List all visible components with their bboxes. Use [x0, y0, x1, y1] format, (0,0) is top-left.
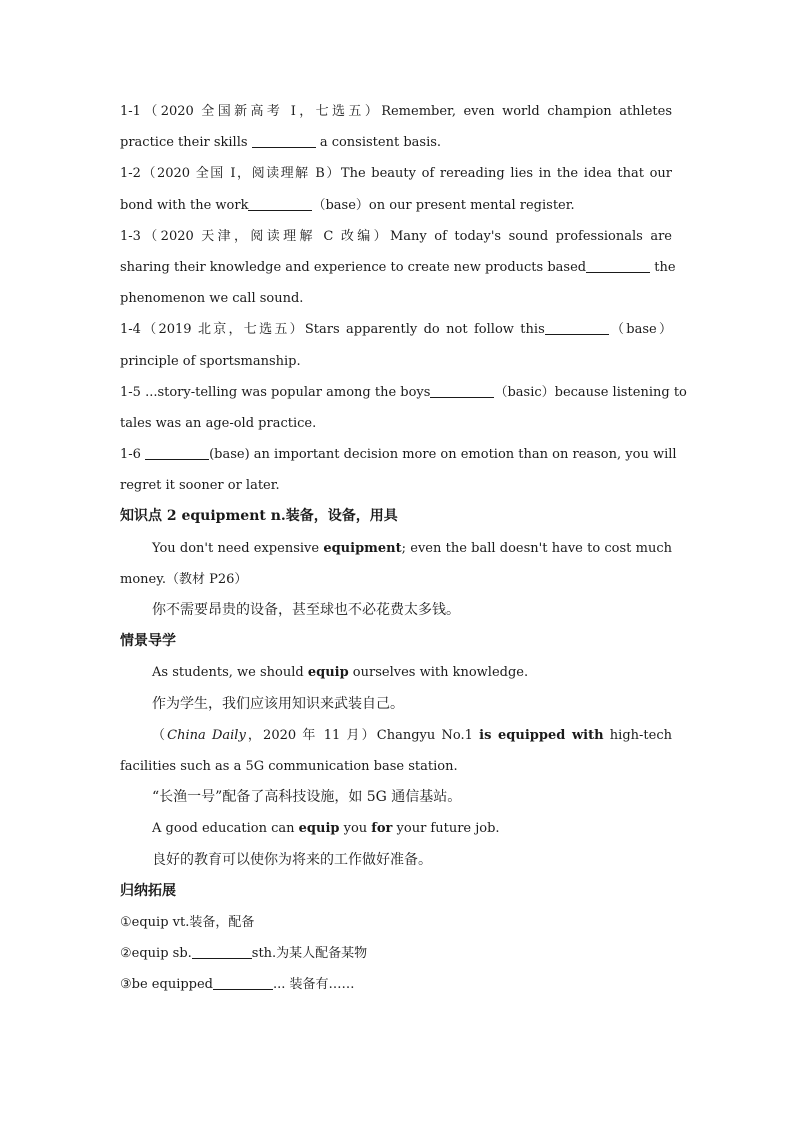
guide-sentence-2-translation: “长渔一号”配备了高科技设施，如 5G 通信基站。: [152, 789, 462, 806]
text-fragment: （base）: [608, 322, 673, 338]
keyword: equip: [298, 821, 340, 837]
answer-blank[interactable]: [145, 444, 209, 460]
exercise-1-1-line-1: 1-1（2020 全国新高考 I，七选五）Remember, even world champion athletes: [120, 104, 672, 119]
guide-sentence-1: [120, 657, 672, 688]
text-fragment: high-tech: [603, 727, 672, 743]
exercise-1-2-line-2: [120, 190, 672, 221]
text-fragment: sharing their knowledge and experience to create new products based: [120, 259, 587, 275]
guide-sentence-2-line-1: [120, 720, 672, 751]
source-name: China Daily: [167, 727, 246, 743]
situational-guide-heading: 情景导学: [120, 633, 176, 650]
text-fragment: As students, we should: [152, 665, 308, 681]
text-fragment: 1-5 ...story-telling was popular among the boys: [120, 384, 431, 400]
text-fragment: the: [650, 259, 676, 275]
exercise-1-3-line-1: 1-3（2020 天津，阅读理解 C 改编）Many of today's sound professionals are: [120, 228, 672, 244]
exercise-1-4-line-2: principle of sportsmanship.: [120, 353, 301, 369]
summary-heading: 归纳拓展: [120, 882, 176, 899]
text-fragment: ... 装备有……: [273, 977, 355, 993]
text-fragment: 1-6: [120, 447, 146, 463]
answer-blank[interactable]: [430, 382, 494, 398]
exercise-1-1-line-2: [120, 127, 672, 158]
page-content: [120, 96, 687, 1000]
text-fragment: ，2020 年 11 月）Changyu No.1: [245, 727, 480, 743]
text-fragment: bond with the work: [120, 197, 249, 213]
text-fragment: ③be equipped: [120, 977, 214, 993]
summary-item-2: [120, 938, 672, 969]
guide-sentence-2-line-2: facilities such as a 5G communication base station.: [120, 758, 458, 774]
exercise-1-2-line-1: 1-2（2020 全国 I，阅读理解 B）The beauty of rereading lies in the idea that our: [120, 166, 672, 182]
textbook-example-line-1: [120, 533, 672, 564]
answer-blank[interactable]: [252, 132, 316, 148]
text-fragment: ourselves with knowledge.: [348, 665, 529, 681]
summary-item-1: ①equip vt.装备，配备: [120, 914, 255, 930]
exercise-1-3-line-2: [120, 252, 676, 283]
text-fragment: （: [152, 727, 168, 743]
summary-item-3: [120, 969, 672, 1000]
guide-sentence-3: [120, 813, 672, 844]
text-fragment: （basic）because listening to: [494, 384, 687, 400]
answer-blank[interactable]: [213, 974, 273, 990]
exercise-1-3-line-3: phenomenon we call sound.: [120, 291, 304, 307]
text-fragment: ; even the ball doesn't have to cost much: [401, 540, 672, 556]
text-fragment: you: [339, 821, 372, 837]
guide-sentence-1-translation: 作为学生，我们应该用知识来武装自己。: [152, 695, 404, 712]
text-fragment: ②equip sb.: [120, 946, 192, 962]
text-fragment: your future job.: [392, 821, 500, 837]
text-fragment: practice their skills: [120, 135, 252, 151]
answer-blank[interactable]: [586, 257, 650, 273]
guide-sentence-3-translation: 良好的教育可以使你为将来的工作做好准备。: [152, 851, 432, 868]
exercise-1-5-line-2: tales was an age-old practice.: [120, 415, 317, 431]
keyword: for: [371, 821, 393, 837]
exercise-1-6-line-2: regret it sooner or later.: [120, 478, 280, 494]
keyword: equip: [307, 665, 349, 681]
textbook-example-line-2: money.（教材 P26）: [120, 571, 248, 587]
exercise-1-5-line-1: [120, 377, 687, 408]
text-fragment: (base) an important decision more on emotion than on reason, you will: [209, 447, 677, 463]
keyword: is equipped with: [479, 727, 604, 743]
answer-blank[interactable]: [248, 195, 312, 211]
text-fragment: 1-4（2019 北京，七选五）Stars apparently do not follow this: [120, 322, 545, 338]
exercise-1-4-line-1: [120, 314, 672, 345]
text-fragment: a consistent basis.: [315, 135, 442, 151]
knowledge-point-heading: 知识点 2 equipment n.装备，设备，用具: [120, 508, 398, 525]
text-fragment: （base）on our present mental register.: [312, 197, 575, 213]
text-fragment: A good education can: [152, 821, 299, 837]
answer-blank[interactable]: [545, 319, 609, 335]
text-fragment: You don't need expensive: [152, 540, 324, 556]
exercise-1-6-line-1: [120, 439, 677, 470]
text-fragment: sth.为某人配备某物: [251, 946, 368, 962]
textbook-example-translation: 你不需要昂贵的设备，甚至球也不必花费太多钱。: [152, 602, 460, 618]
keyword: equipment: [323, 540, 402, 556]
answer-blank[interactable]: [192, 943, 252, 959]
